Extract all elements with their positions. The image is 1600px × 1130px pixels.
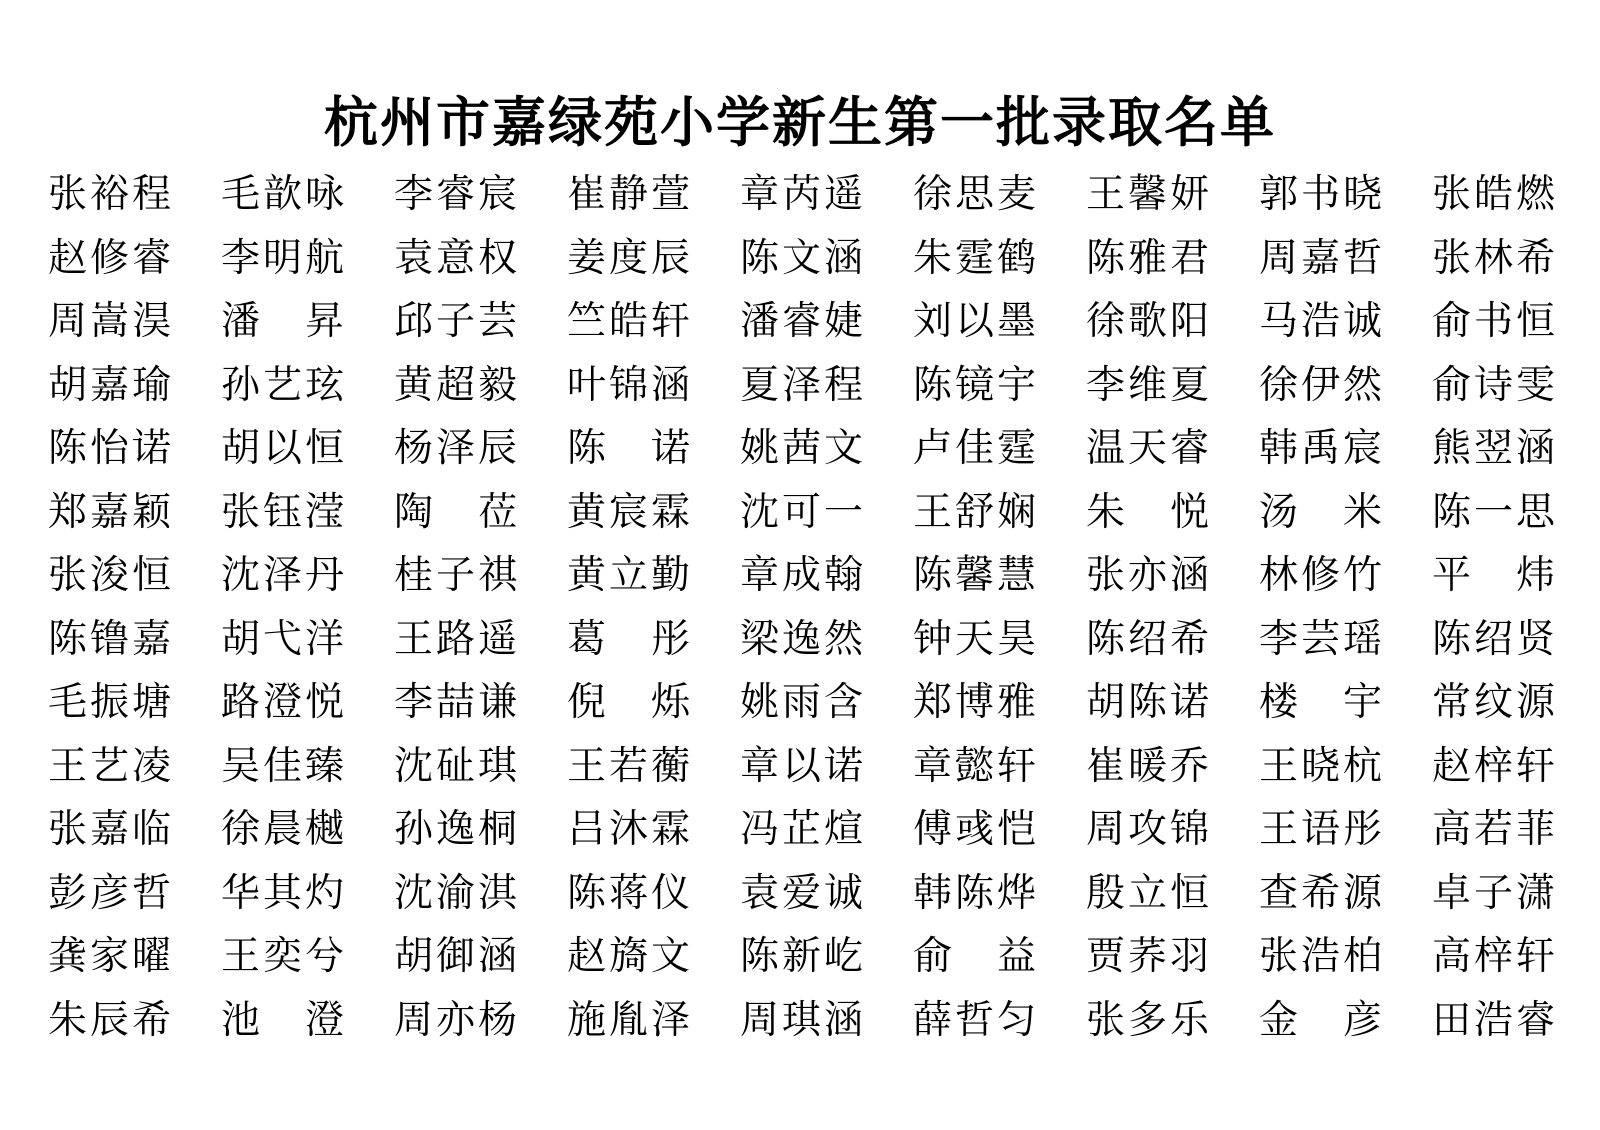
student-name: 俞 益 bbox=[913, 934, 1038, 979]
student-name: 沈渝淇 bbox=[394, 870, 519, 916]
student-name: 倪 烁 bbox=[567, 680, 692, 725]
document-title: 杭州市嘉绿苑小学新生第一批录取名单 bbox=[324, 90, 1276, 154]
student-name: 姚雨含 bbox=[740, 680, 865, 725]
student-name: 赵旖文 bbox=[567, 934, 692, 979]
student-name: 王语彤 bbox=[1259, 807, 1384, 852]
student-name: 张林希 bbox=[1432, 235, 1557, 281]
student-name: 林修竹 bbox=[1259, 553, 1384, 598]
student-name: 沈泽丹 bbox=[221, 553, 346, 598]
student-name: 卢佳霆 bbox=[913, 426, 1038, 471]
student-name: 叶锦涵 bbox=[567, 362, 692, 408]
student-name: 崔暖乔 bbox=[1086, 743, 1211, 789]
student-name: 孙艺玹 bbox=[221, 362, 346, 408]
student-name: 沈可一 bbox=[740, 489, 865, 535]
student-name: 陈雅君 bbox=[1086, 235, 1211, 281]
student-name: 毛振塘 bbox=[48, 680, 173, 725]
student-name: 熊翌涵 bbox=[1432, 426, 1557, 471]
student-name: 朱辰希 bbox=[48, 997, 173, 1043]
student-name: 徐思麦 bbox=[913, 172, 1038, 217]
student-name: 周攻锦 bbox=[1086, 807, 1211, 852]
student-name: 潘睿婕 bbox=[740, 299, 865, 344]
student-name: 胡嘉瑜 bbox=[48, 362, 173, 408]
student-name: 周亦杨 bbox=[394, 997, 519, 1043]
student-name: 路澄悦 bbox=[221, 680, 346, 725]
student-name: 胡弋洋 bbox=[221, 616, 346, 662]
student-name: 葛 彤 bbox=[567, 616, 692, 662]
student-name: 李芸瑶 bbox=[1259, 616, 1384, 662]
student-name: 王路遥 bbox=[394, 616, 519, 662]
student-name: 温天睿 bbox=[1086, 426, 1211, 471]
student-name: 陈镜宇 bbox=[913, 362, 1038, 408]
student-name: 周琪涵 bbox=[740, 997, 865, 1043]
student-name: 吴佳臻 bbox=[221, 743, 346, 789]
student-name: 李睿宸 bbox=[394, 172, 519, 217]
student-name: 姚茜文 bbox=[740, 426, 865, 471]
student-name: 梁逸然 bbox=[740, 616, 865, 662]
student-name: 邱子芸 bbox=[394, 299, 519, 344]
student-name: 田浩睿 bbox=[1432, 997, 1557, 1043]
student-name: 李维夏 bbox=[1086, 362, 1211, 408]
student-name: 吕沐霖 bbox=[567, 807, 692, 852]
student-name: 贾荞羽 bbox=[1086, 934, 1211, 979]
student-name: 郑嘉颖 bbox=[48, 489, 173, 535]
student-name: 姜度辰 bbox=[567, 235, 692, 281]
student-name: 赵梓轩 bbox=[1432, 743, 1557, 789]
student-name: 龚家曜 bbox=[48, 934, 173, 979]
student-name: 章以诺 bbox=[740, 743, 865, 789]
student-name: 卓子潇 bbox=[1432, 870, 1557, 916]
student-name: 池 澄 bbox=[221, 997, 346, 1043]
student-name: 张裕程 bbox=[48, 172, 173, 217]
student-name: 黄立勤 bbox=[567, 553, 692, 598]
student-name: 章芮遥 bbox=[740, 172, 865, 217]
student-name: 张亦涵 bbox=[1086, 553, 1211, 598]
student-name: 张多乐 bbox=[1086, 997, 1211, 1043]
student-name: 傅彧恺 bbox=[913, 807, 1038, 852]
student-name: 黄超毅 bbox=[394, 362, 519, 408]
student-name: 陈馨慧 bbox=[913, 553, 1038, 598]
student-name: 孙逸桐 bbox=[394, 807, 519, 852]
student-name: 冯芷煊 bbox=[740, 807, 865, 852]
student-name: 沈砋琪 bbox=[394, 743, 519, 789]
student-name: 马浩诚 bbox=[1259, 299, 1384, 344]
student-name: 金 彦 bbox=[1259, 997, 1384, 1043]
student-name: 钟天昊 bbox=[913, 616, 1038, 662]
student-name: 陈蒋仪 bbox=[567, 870, 692, 916]
student-name: 胡陈诺 bbox=[1086, 680, 1211, 725]
student-name: 胡以恒 bbox=[221, 426, 346, 471]
student-name: 李明航 bbox=[221, 235, 346, 281]
student-name: 张浩柏 bbox=[1259, 934, 1384, 979]
student-name: 徐晨樾 bbox=[221, 807, 346, 852]
student-name: 桂子祺 bbox=[394, 553, 519, 598]
student-name: 汤 米 bbox=[1259, 489, 1384, 535]
student-name: 常纹源 bbox=[1432, 680, 1557, 725]
student-name: 韩禹宸 bbox=[1259, 426, 1384, 471]
student-name: 彭彦哲 bbox=[48, 870, 173, 916]
name-list bbox=[48, 163, 1578, 1052]
student-name: 赵修睿 bbox=[48, 235, 173, 281]
student-name: 王艺凌 bbox=[48, 743, 173, 789]
student-name: 朱霆鹤 bbox=[913, 235, 1038, 281]
student-name: 张钰滢 bbox=[221, 489, 346, 535]
student-name: 王若蘅 bbox=[567, 743, 692, 789]
student-name: 高若菲 bbox=[1432, 807, 1557, 852]
student-name: 袁意权 bbox=[394, 235, 519, 281]
student-name: 俞书恒 bbox=[1432, 299, 1557, 344]
student-name: 周嘉哲 bbox=[1259, 235, 1384, 281]
student-name: 陈新屹 bbox=[740, 934, 865, 979]
student-name: 陈镥嘉 bbox=[48, 616, 173, 662]
student-name: 王晓杭 bbox=[1259, 743, 1384, 789]
student-name: 张嘉临 bbox=[48, 807, 173, 852]
student-name: 楼 宇 bbox=[1259, 680, 1384, 725]
student-name: 俞诗雯 bbox=[1432, 362, 1557, 408]
student-name: 陈绍贤 bbox=[1432, 616, 1557, 662]
student-name: 殷立恒 bbox=[1086, 870, 1211, 916]
student-name: 陈怡诺 bbox=[48, 426, 173, 471]
student-name: 陈文涵 bbox=[740, 235, 865, 281]
student-name: 王舒娴 bbox=[913, 489, 1038, 535]
student-name: 高梓轩 bbox=[1432, 934, 1557, 979]
student-name: 张浚恒 bbox=[48, 553, 173, 598]
student-name: 毛歆咏 bbox=[221, 172, 346, 217]
student-name: 徐伊然 bbox=[1259, 362, 1384, 408]
student-name: 陈 诺 bbox=[567, 426, 692, 471]
student-name: 华其灼 bbox=[221, 870, 346, 916]
student-name: 陶 莅 bbox=[394, 489, 519, 535]
student-name: 朱 悦 bbox=[1086, 489, 1211, 535]
student-name: 施胤泽 bbox=[567, 997, 692, 1043]
student-name: 周嵩淏 bbox=[48, 299, 173, 344]
student-name: 王馨妍 bbox=[1086, 172, 1211, 217]
student-name: 杨泽辰 bbox=[394, 426, 519, 471]
student-name: 潘 昇 bbox=[221, 299, 346, 344]
student-name: 黄宸霖 bbox=[567, 489, 692, 535]
student-name: 胡御涵 bbox=[394, 934, 519, 979]
student-name: 郑博雅 bbox=[913, 680, 1038, 725]
student-name: 李喆谦 bbox=[394, 680, 519, 725]
student-name: 查希源 bbox=[1259, 870, 1384, 916]
student-name: 陈绍希 bbox=[1086, 616, 1211, 662]
student-name: 平 炜 bbox=[1432, 553, 1557, 598]
student-name: 徐歌阳 bbox=[1086, 299, 1211, 344]
student-name: 郭书晓 bbox=[1259, 172, 1384, 217]
student-name: 夏泽程 bbox=[740, 362, 865, 408]
student-name: 陈一思 bbox=[1432, 489, 1557, 535]
student-name: 韩陈烨 bbox=[913, 870, 1038, 916]
student-name: 章成翰 bbox=[740, 553, 865, 598]
student-name: 崔静萱 bbox=[567, 172, 692, 217]
student-name: 竺皓轩 bbox=[567, 299, 692, 344]
student-name: 薛哲匀 bbox=[913, 997, 1038, 1043]
student-name: 张皓燃 bbox=[1432, 172, 1557, 217]
student-name: 章懿轩 bbox=[913, 743, 1038, 789]
student-name: 刘以墨 bbox=[913, 299, 1038, 344]
student-name: 袁爱诚 bbox=[740, 870, 865, 916]
student-name: 王奕兮 bbox=[221, 934, 346, 979]
